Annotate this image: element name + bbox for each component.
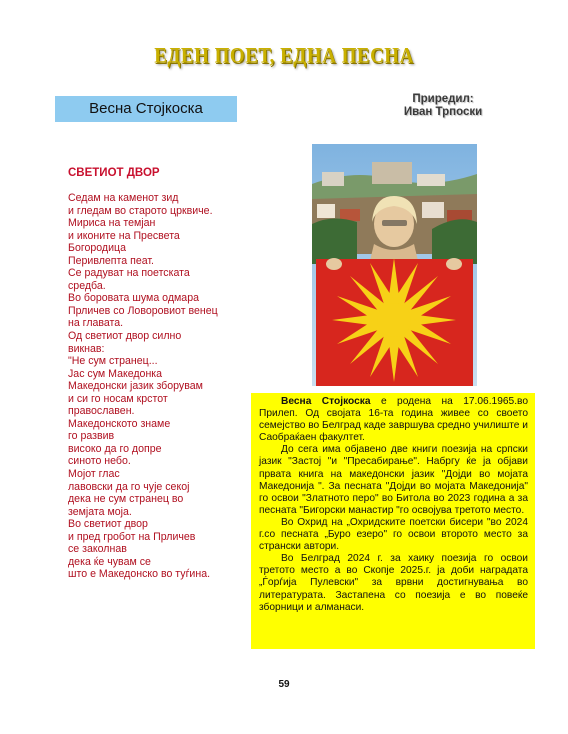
poem-line: православен. <box>68 405 135 418</box>
poem-line: "Не сум странец... <box>68 355 158 368</box>
poem-line: Во боровата шума одмара <box>68 292 199 305</box>
poem-line: Во светиот двор <box>68 518 148 531</box>
poem-line: и си го носам крстот <box>68 392 168 405</box>
poem-line: средба. <box>68 279 106 292</box>
poem-line: се заколнав <box>68 543 127 556</box>
poem-line: Седам на каменот зид <box>68 192 179 204</box>
poem-line: високо да го допре <box>68 442 162 455</box>
editor-name: Иван Трпоски <box>403 106 483 118</box>
poem-line: го развив <box>68 430 115 443</box>
poem-line: Од светиот двор силно <box>68 330 182 343</box>
bio-paragraph-4: Во Белград 2024 г. за хаику поезија го освои третото место а во Скопје 2025.г. ја доби наградата „Ѓорѓија Пулевски" за врвни достигнувања во литературата. Застапена со поезија е во повеќе зборници и алманаси. <box>259 553 528 613</box>
poem-line: земјата моја. <box>68 505 132 518</box>
bio-author-name: Весна Стојкоска <box>281 396 371 407</box>
bio-paragraph-1 <box>259 396 528 444</box>
poem-line: Мириса на темјан <box>68 217 156 230</box>
poem-line: Мојот глас <box>68 468 120 481</box>
editor-label: Приредил: <box>412 93 474 105</box>
poem-line: Богородица <box>68 242 126 255</box>
poem-title: СВЕТИОТ ДВОР <box>68 167 160 179</box>
editor-credit <box>378 93 508 119</box>
author-photo <box>312 144 477 386</box>
portrait-photo-icon <box>312 144 477 386</box>
poem-line: Перивлепта пеат. <box>68 254 154 267</box>
poem-line: Македонското знаме <box>68 417 171 430</box>
poem-body <box>68 192 248 581</box>
poem-line: дека не сум странец во <box>68 493 184 506</box>
page-header-title: ЕДЕН ПОЕТ, ЕДНА ПЕСНА <box>154 44 414 69</box>
poem-line: и гледам во старото црквиче. <box>68 204 213 217</box>
poem-line: дека ќе чувам се <box>68 555 151 568</box>
bio-paragraph-3: Во Охрид на „Охридските поетски бисери "во 2024 г.со песната „Буро езеро" го освои второто место за странски автори. <box>259 516 528 553</box>
poem-line: и пред гробот на Прличев <box>68 530 196 543</box>
page-number: 59 <box>278 679 290 690</box>
poem-line: викнав: <box>68 342 105 355</box>
poem-line: лавовски да го чује секој <box>68 480 190 493</box>
author-name-box: Весна Стојкоска <box>55 96 237 122</box>
poem-line: и иконите на Пресвета <box>68 229 180 242</box>
bio-paragraph-2: До сега има објавено две книги поезија на српски јазик "Застој "и "Пресабирање". Набргу ќе ја објави првата книга на македонски јазик "Дојди во мојата Македонија ". За песната "Дојди во мојата Македонија" го освои "Златното перо" во Битола во 2023 година а за песната "Бигорски манастир "го освојува третото место. <box>259 444 528 516</box>
poem-line: Македонски јазик зборувам <box>68 380 203 393</box>
poem-line: што е Македонско во туѓина. <box>68 568 211 581</box>
poem-line: Јас сум Македонка <box>68 367 163 380</box>
bio-box <box>251 393 535 649</box>
poem-line: Се радуват на поетската <box>68 267 190 280</box>
poem-line: синото небо. <box>68 455 131 468</box>
poem-line: Прличев со Ловоровиот венец <box>68 304 218 317</box>
poem-line: на главата. <box>68 317 124 330</box>
bio-paragraph-1-text: е родена на 17.06.1965.во Прилеп. Од својата 16-та година живее со своето семејство во Белград каде завршува средно училиште и Саобраќаен факултет. <box>259 396 528 444</box>
